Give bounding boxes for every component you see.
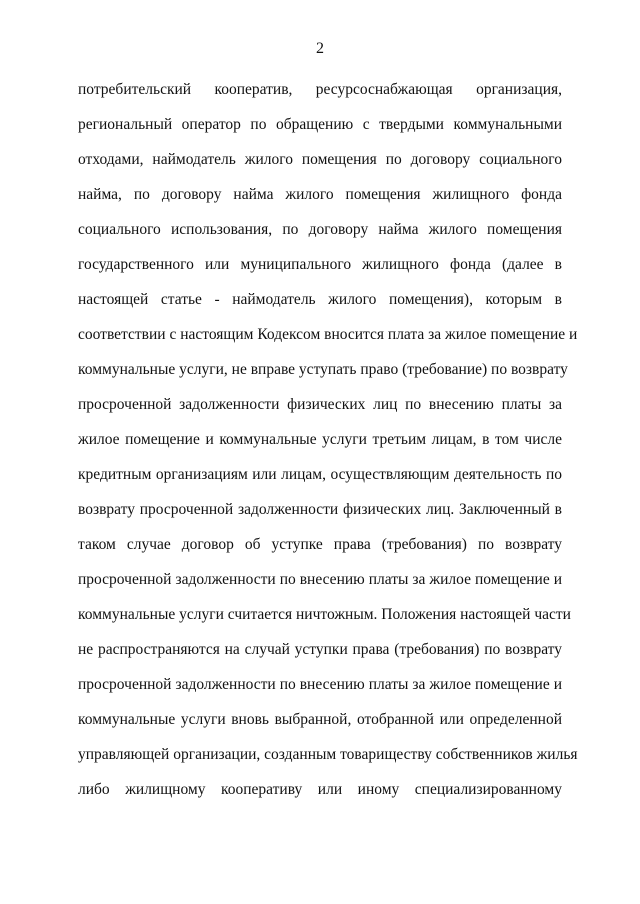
text-line: соответствии с настоящим Кодексом вносится плата за жилое помещение и xyxy=(78,326,578,343)
text-line: не распространяются на случай уступки права (требования) по возврату xyxy=(78,641,562,658)
text-line: потребительский кооператив, ресурсоснабжающая организация, xyxy=(78,81,562,98)
text-line: просроченной задолженности по внесению платы за жилое помещение и xyxy=(78,571,562,588)
body-text xyxy=(78,72,578,807)
text-line: возврату просроченной задолженности физических лиц. Заключенный в xyxy=(78,501,562,518)
text-line: таком случае договор об уступке права (требования) по возврату xyxy=(78,536,562,553)
text-line: настоящей статье - наймодатель жилого помещения), которым в xyxy=(78,291,562,308)
text-line: социального использования, по договору найма жилого помещения xyxy=(78,221,562,238)
text-line: коммунальные услуги, не вправе уступать право (требование) по возврату xyxy=(78,361,568,378)
text-line: региональный оператор по обращению с твердыми коммунальными xyxy=(78,116,562,133)
text-line: коммунальные услуги вновь выбранной, отобранной или определенной xyxy=(78,711,562,728)
text-line: просроченной задолженности физических лиц по внесению платы за xyxy=(78,396,562,413)
text-line: кредитным организациям или лицам, осуществляющим деятельность по xyxy=(78,466,562,483)
text-line: управляющей организации, созданным товариществу собственников жилья xyxy=(78,746,578,763)
text-line: просроченной задолженности по внесению платы за жилое помещение и xyxy=(78,676,562,693)
text-line: отходами, наймодатель жилого помещения по договору социального xyxy=(78,151,562,168)
text-line: жилое помещение и коммунальные услуги третьим лицам, в том числе xyxy=(78,431,562,448)
page-number: 2 xyxy=(316,40,324,57)
text-line: найма, по договору найма жилого помещения жилищного фонда xyxy=(78,186,562,203)
text-line: коммунальные услуги считается ничтожным. Положения настоящей части xyxy=(78,606,571,623)
text-line: государственного или муниципального жилищного фонда (далее в xyxy=(78,256,562,273)
text-line: либо жилищному кооперативу или иному специализированному xyxy=(78,781,562,798)
